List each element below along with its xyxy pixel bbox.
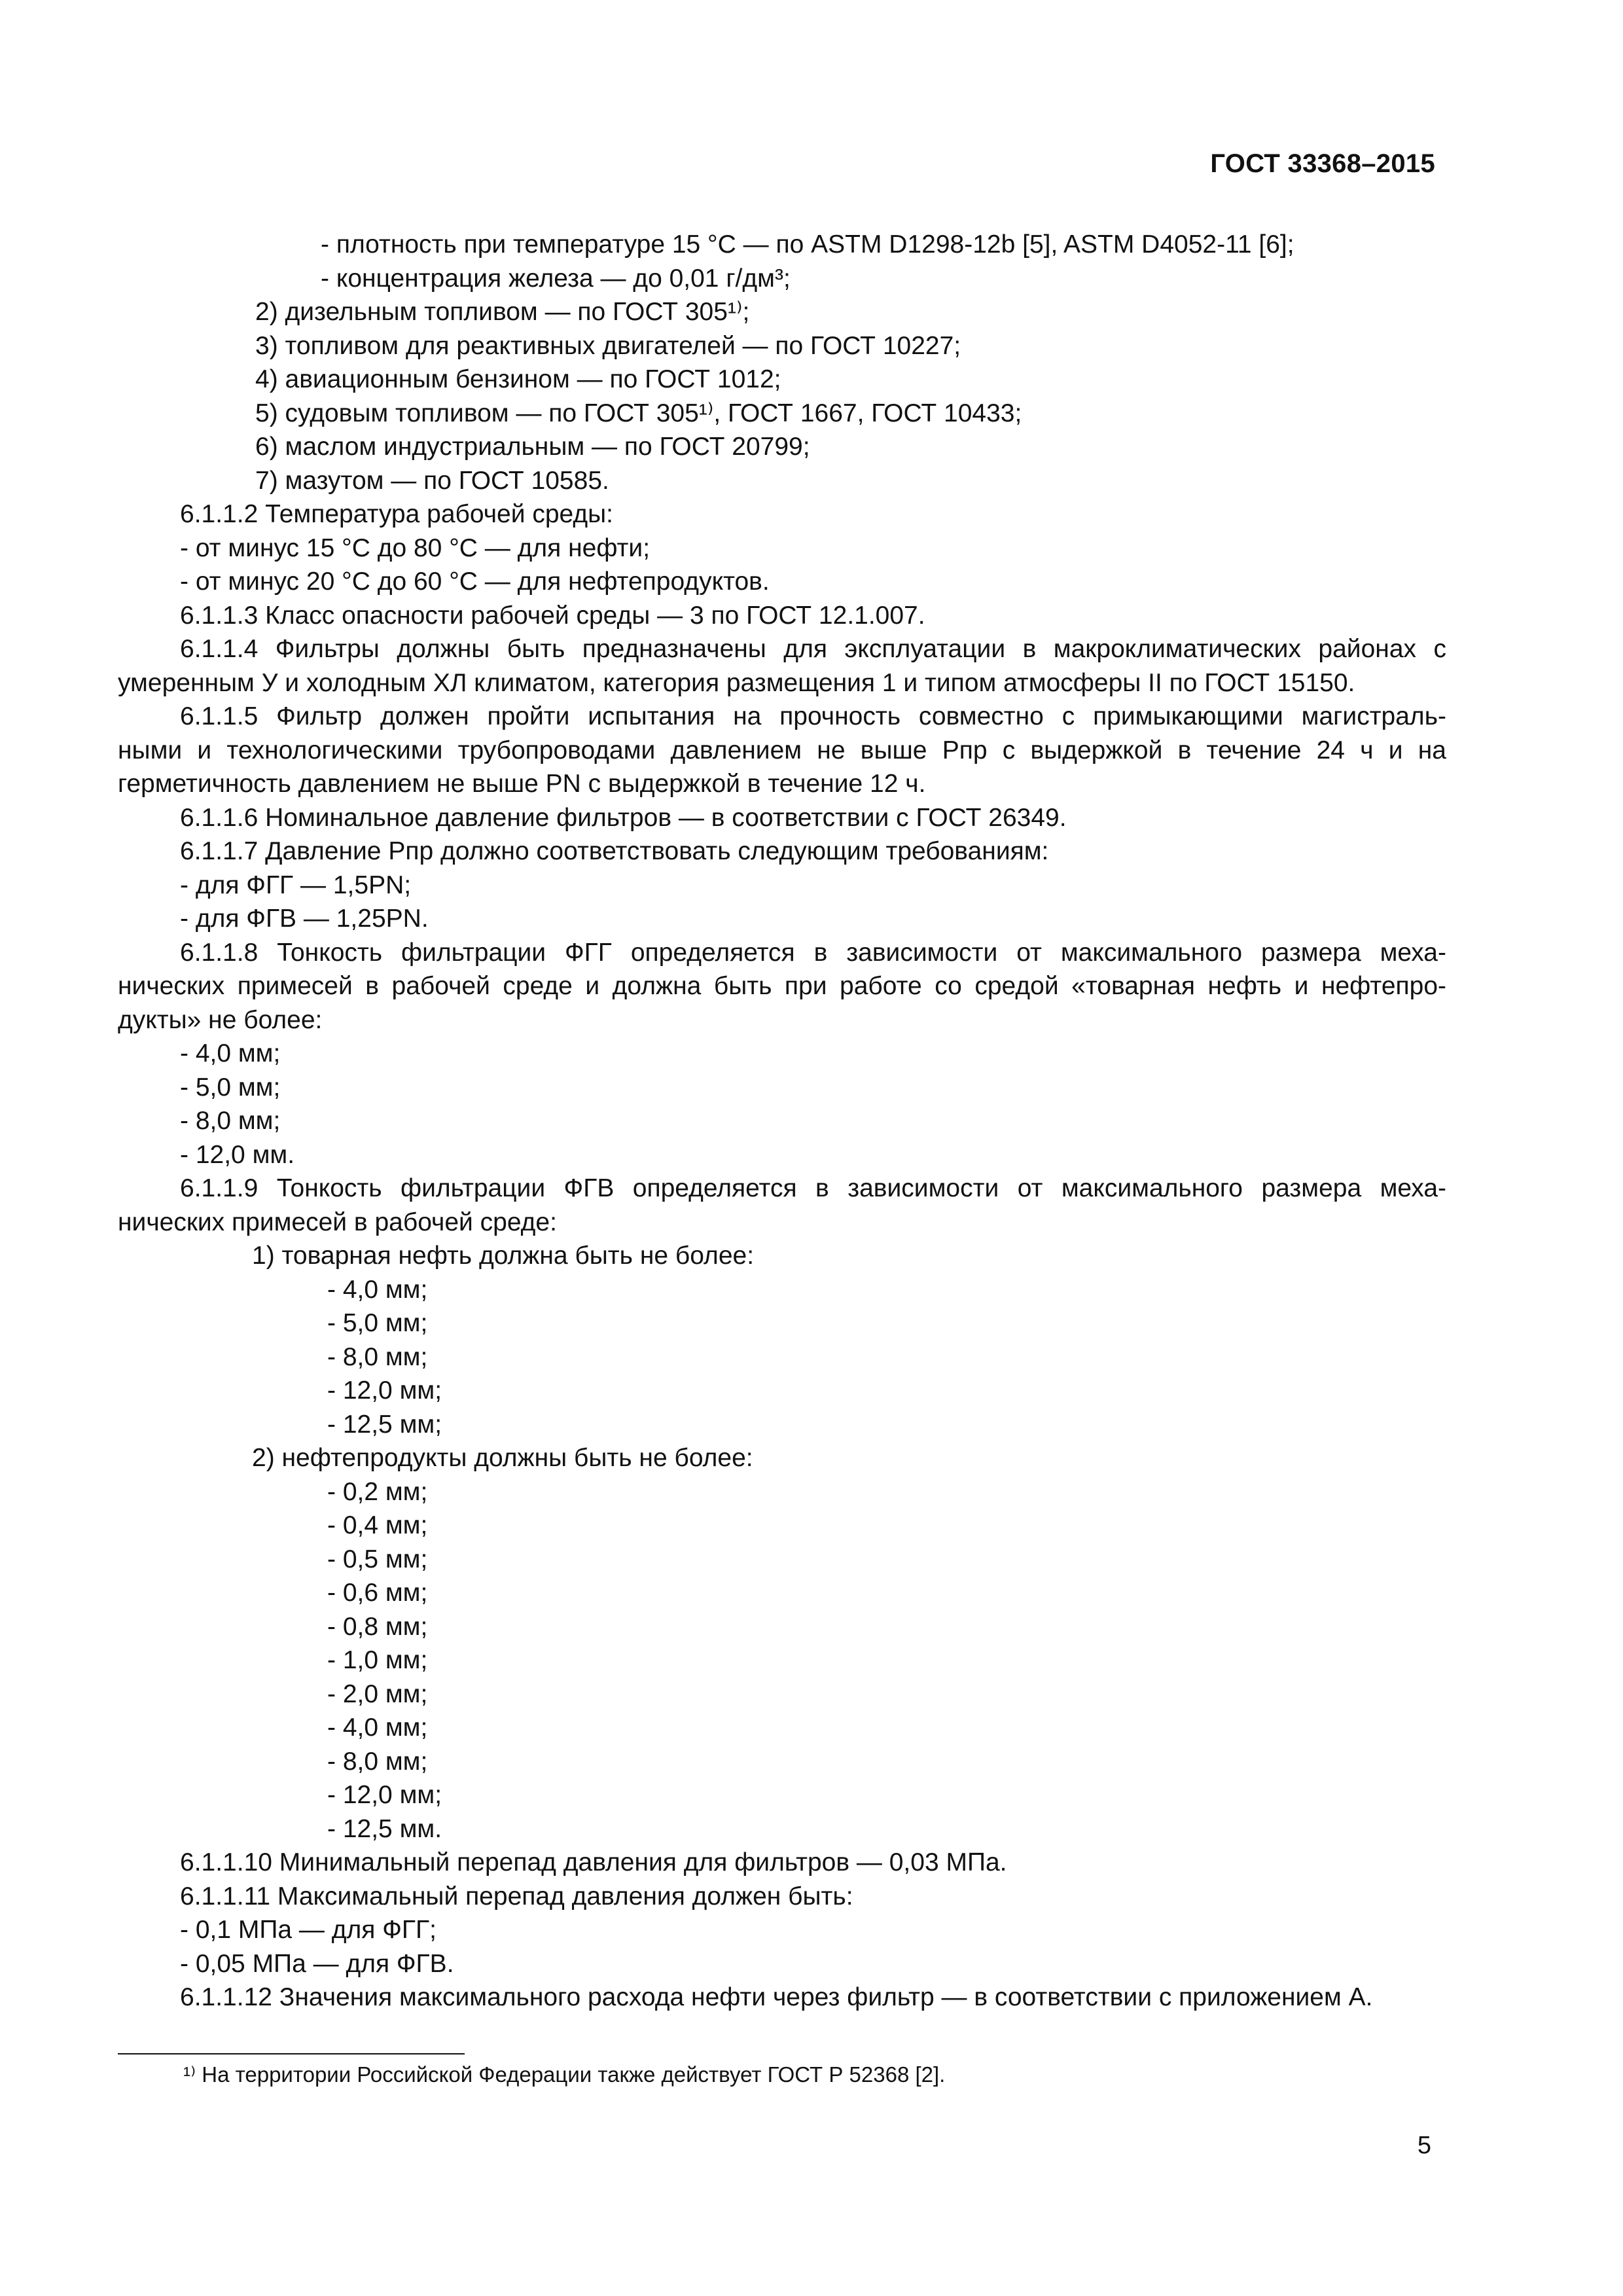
- text-line: нических примесей в рабочей среде:: [118, 1208, 557, 1236]
- text-line: - 4,0 мм;: [327, 1275, 428, 1304]
- text-line: дукты» не более:: [118, 1005, 323, 1034]
- text-line: - от минус 20 °С до 60 °С — для нефтепродуктов.: [180, 567, 770, 596]
- text-line: - 12,0 мм;: [327, 1376, 442, 1405]
- text-line: - 12,0 мм;: [327, 1781, 442, 1809]
- text-line: 6.1.1.10 Минимальный перепад давления для фильтров — 0,03 МПа.: [180, 1848, 1007, 1876]
- text-line: 6.1.1.3 Класс опасности рабочей среды — 3 по ГОСТ 12.1.007.: [180, 601, 925, 630]
- text-line: 4) авиационным бензином — по ГОСТ 1012;: [255, 365, 781, 393]
- text-line: умеренным У и холодным ХЛ климатом, категория размещения 1 и типом атмосферы II по ГОСТ 15150.: [118, 668, 1355, 697]
- text-line: 1) товарная нефть должна быть не более:: [252, 1242, 755, 1270]
- text-line: - для ФГВ — 1,25PN.: [180, 905, 429, 933]
- text-line: - концентрация железа — до 0,01 г/дм³;: [321, 264, 791, 293]
- text-line: - 0,6 мм;: [327, 1579, 428, 1607]
- text-line: 6.1.1.2 Температура рабочей среды:: [180, 500, 613, 528]
- text-line: 6.1.1.12 Значения максимального расхода нефти через фильтр — в соответствии с приложением А.: [180, 1983, 1373, 2011]
- text-line: - плотность при температуре 15 °С — по ASTM D1298-12b [5], ASTM D4052-11 [6];: [321, 230, 1294, 259]
- text-line: - 0,05 МПа — для ФГВ.: [180, 1949, 454, 1978]
- text-line: 3) топливом для реактивных двигателей — по ГОСТ 10227;: [255, 331, 961, 360]
- text-line: - 2,0 мм;: [327, 1679, 428, 1708]
- text-line: - 8,0 мм;: [180, 1107, 281, 1135]
- text-line: 6.1.1.7 Давление Pпр должно соответствовать следующим требованиям:: [180, 837, 1049, 865]
- text-line: - 5,0 мм;: [327, 1309, 428, 1337]
- text-line: - 1,0 мм;: [327, 1646, 428, 1674]
- text-line: - 0,5 мм;: [327, 1545, 428, 1573]
- text-line: 6.1.1.9 Тонкость фильтрации ФГВ определяется в зависимости от максимального размера меха-: [180, 1174, 1446, 1202]
- text-line: - 8,0 мм;: [327, 1747, 428, 1776]
- body-text: [118, 228, 1446, 2015]
- text-line: - 4,0 мм;: [180, 1039, 281, 1067]
- text-line: 6.1.1.5 Фильтр должен пройти испытания на прочность совместно с примыкающими магистраль-: [180, 702, 1446, 730]
- footnote: ¹⁾ На территории Российской Федерации также действует ГОСТ Р 52368 [2].: [183, 2062, 946, 2087]
- text-line: 6) маслом индустриальным — по ГОСТ 20799;: [255, 433, 810, 461]
- text-line: герметичность давлением не выше PN с выдержкой в течение 12 ч.: [118, 770, 926, 798]
- text-line: 6.1.1.8 Тонкость фильтрации ФГГ определяется в зависимости от максимального размера меха-: [180, 938, 1446, 967]
- text-line: ными и технологическими трубопроводами давлением не выше Pпр с выдержкой в течение 24 ч и на: [118, 736, 1446, 764]
- text-line: 6.1.1.6 Номинальное давление фильтров — в соответствии с ГОСТ 26349.: [180, 803, 1067, 832]
- page-number: 5: [1417, 2132, 1431, 2159]
- text-line: - 0,4 мм;: [327, 1511, 428, 1539]
- text-line: - 0,2 мм;: [327, 1477, 428, 1506]
- text-line: - 8,0 мм;: [327, 1342, 428, 1371]
- text-line: 2) дизельным топливом — по ГОСТ 305¹⁾;: [255, 298, 750, 326]
- text-line: нических примесей в рабочей среде и должна быть при работе со средой «товарная нефть и нефтепро-: [118, 972, 1446, 1000]
- text-line: 5) судовым топливом — по ГОСТ 305¹⁾, ГОСТ 1667, ГОСТ 10433;: [255, 399, 1022, 427]
- text-line: - 0,8 мм;: [327, 1612, 428, 1641]
- text-line: - 12,5 мм;: [327, 1410, 442, 1439]
- text-line: - 12,5 мм.: [327, 1814, 442, 1843]
- text-line: - 0,1 МПа — для ФГГ;: [180, 1916, 437, 1944]
- text-line: 6.1.1.4 Фильтры должны быть предназначены для эксплуатации в макроклиматических районах с: [180, 635, 1446, 663]
- text-line: - от минус 15 °С до 80 °С — для нефти;: [180, 533, 651, 562]
- document-header-id: ГОСТ 33368–2015: [1210, 149, 1435, 178]
- text-line: - 4,0 мм;: [327, 1713, 428, 1742]
- text-line: - 5,0 мм;: [180, 1073, 281, 1102]
- text-line: 2) нефтепродукты должны быть не более:: [252, 1444, 753, 1472]
- text-line: - для ФГГ — 1,5PN;: [180, 870, 412, 899]
- text-line: - 12,0 мм.: [180, 1140, 295, 1169]
- text-line: 6.1.1.11 Максимальный перепад давления должен быть:: [180, 1882, 853, 1910]
- text-line: 7) мазутом — по ГОСТ 10585.: [255, 466, 609, 495]
- footnote-divider: [118, 2053, 465, 2054]
